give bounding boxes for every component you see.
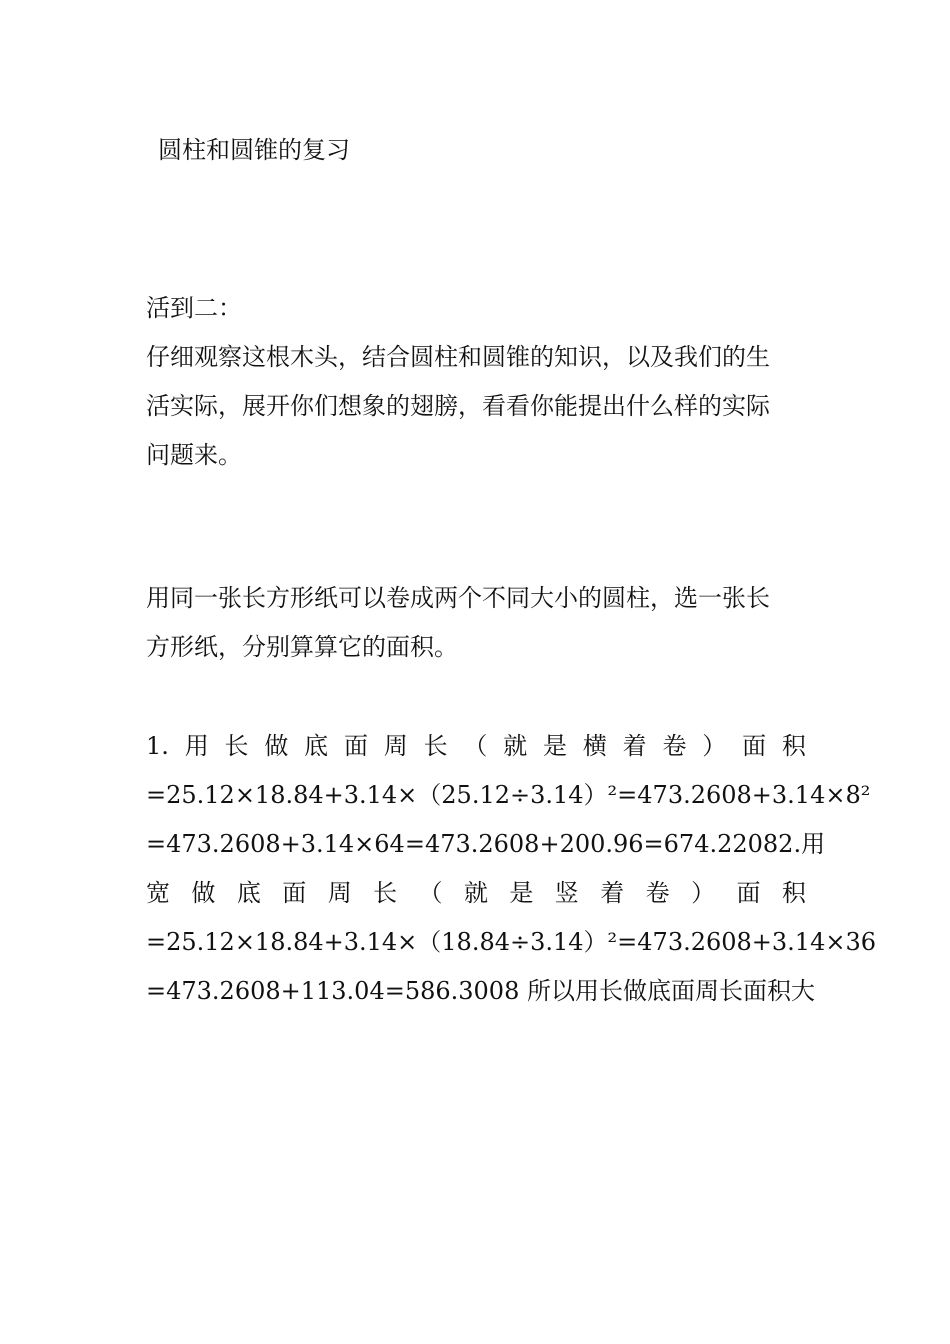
solution-token: 用 bbox=[184, 732, 209, 760]
solution-token: 就 bbox=[503, 732, 528, 760]
solution-token: =473.2608+200.96 bbox=[404, 830, 644, 858]
problem-line: 用同一张长方形纸可以卷成两个不同大小的圆柱，选一张长 bbox=[146, 584, 770, 612]
solution-token: 积 bbox=[781, 732, 806, 760]
solution-token: =25.12×18.84+3.14×（18.84÷3.14）² bbox=[146, 928, 618, 956]
solution-token: 面 bbox=[742, 732, 767, 760]
solution-token: 底 bbox=[304, 732, 329, 760]
solution-line-5 bbox=[146, 918, 876, 967]
problem-section bbox=[146, 574, 806, 672]
solution-line-6 bbox=[146, 967, 815, 1016]
solution-token: 周 bbox=[327, 879, 352, 907]
solution-token: =586.3008 所以用长做底面周长面积大 bbox=[384, 977, 815, 1005]
activity-line: 活实际，展开你们想象的翅膀，看看你能提出什么样的实际 bbox=[146, 392, 770, 420]
solution-token: 着 bbox=[622, 732, 647, 760]
solution-token: 长 bbox=[373, 879, 398, 907]
activity-line: 仔细观察这根木头，结合圆柱和圆锥的知识，以及我们的生 bbox=[146, 343, 770, 371]
solution-token: ） bbox=[702, 732, 727, 760]
activity-line: 问题来。 bbox=[146, 441, 242, 469]
solution-token: 长 bbox=[423, 732, 448, 760]
solution-token: 是 bbox=[543, 732, 568, 760]
solution-token: 1. bbox=[146, 732, 169, 760]
solution-token: =473.2608+3.14×8² bbox=[617, 781, 871, 809]
document-title: 圆柱和圆锥的复习 bbox=[158, 136, 350, 164]
solution-token: 做 bbox=[191, 879, 216, 907]
solution-token: =25.12×18.84+3.14×（25.12÷3.14）² bbox=[146, 781, 618, 809]
solution-token: 面 bbox=[282, 879, 307, 907]
solution-token: 做 bbox=[264, 732, 289, 760]
solution-line-2 bbox=[146, 771, 871, 820]
solution-line-4 bbox=[146, 869, 806, 918]
solution-token: 面 bbox=[343, 732, 368, 760]
solution-token: =473.2608+3.14×36 bbox=[617, 928, 876, 956]
solution-token: =473.2608+113.04 bbox=[146, 977, 385, 1005]
solution-token: 长 bbox=[224, 732, 249, 760]
solution-token: =473.2608+3.14×64 bbox=[146, 830, 405, 858]
solution-token: 着 bbox=[600, 879, 625, 907]
activity-heading: 活到二： bbox=[146, 294, 242, 322]
solution-token: 竖 bbox=[554, 879, 579, 907]
solution-token: 卷 bbox=[645, 879, 670, 907]
solution-token: ） bbox=[691, 879, 716, 907]
solution-token: 横 bbox=[582, 732, 607, 760]
solution-token: =674.22082.用 bbox=[643, 830, 826, 858]
solution-token: 是 bbox=[509, 879, 534, 907]
solution-token: 卷 bbox=[662, 732, 687, 760]
solution-token: 积 bbox=[781, 879, 806, 907]
solution-line-1 bbox=[146, 722, 806, 771]
solution-line-3 bbox=[146, 820, 826, 869]
solution-token: 周 bbox=[383, 732, 408, 760]
solution-token: （ bbox=[418, 879, 443, 907]
solution-section bbox=[146, 722, 876, 1016]
solution-token: 底 bbox=[236, 879, 261, 907]
solution-token: （ bbox=[463, 732, 488, 760]
solution-token: 就 bbox=[463, 879, 488, 907]
solution-token: 宽 bbox=[146, 879, 170, 907]
problem-line: 方形纸，分别算算它的面积。 bbox=[146, 633, 458, 661]
solution-token: 面 bbox=[736, 879, 761, 907]
activity-section bbox=[146, 284, 806, 480]
